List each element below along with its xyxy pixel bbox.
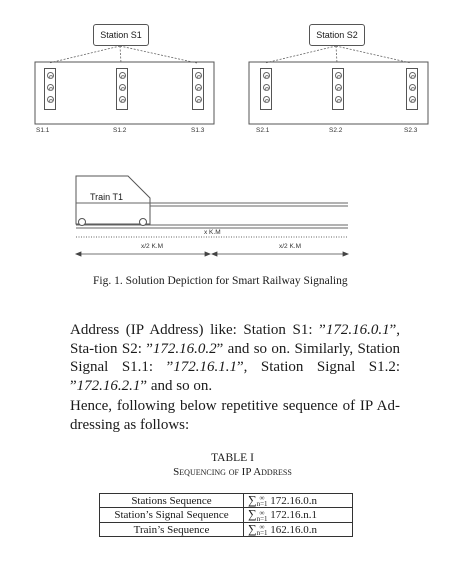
sum-upper: ∞ — [259, 508, 265, 517]
sum-lower: n=1 — [256, 514, 268, 523]
signal-icon — [406, 68, 418, 110]
signal-label: S2.1 — [256, 127, 270, 134]
distance-half-left-label: x/2 K.M — [141, 243, 164, 250]
sequence-value: 172.16.n.1 — [270, 509, 318, 522]
table-row — [100, 508, 353, 522]
table-cell-label: Stations Sequence — [100, 494, 244, 508]
ip-address: 172.16.2.1 — [76, 377, 141, 394]
table-row — [100, 494, 353, 508]
paragraph-ip-examples — [70, 321, 400, 395]
sum-upper: ∞ — [259, 494, 265, 503]
sum-symbol: ∑ — [248, 521, 257, 536]
sum-lower: n=1 — [256, 500, 268, 509]
table-title: Sequencing of IP Address — [173, 466, 292, 478]
table-cell-label: Station’s Signal Sequence — [100, 508, 244, 522]
table-cell-value — [244, 508, 353, 522]
ip-address: 172.16.0.2 — [152, 340, 217, 357]
signal-icon — [44, 68, 56, 110]
sum-symbol: ∑ — [248, 507, 257, 522]
text-run: ” and so on. — [140, 377, 213, 394]
table-row — [100, 522, 353, 536]
signal-label: S1.1 — [36, 127, 50, 134]
table-cell-value — [244, 522, 353, 536]
signal-label: S1.2 — [113, 127, 127, 134]
sequence-value: 162.16.0.n — [270, 523, 318, 536]
table-cell-value — [244, 494, 353, 508]
station-box-s1: Station S1 — [93, 24, 149, 46]
text-run: Address (IP Address) like: Station S1: ” — [70, 322, 326, 338]
signal-label: S1.3 — [191, 127, 205, 134]
ip-address: 172.16.0.1 — [325, 322, 390, 338]
figure-diagram — [0, 0, 465, 270]
sum-upper: ∞ — [259, 523, 265, 532]
sum-symbol: ∑ — [248, 493, 257, 507]
ip-sequence-table — [99, 493, 353, 537]
sum-lower: n=1 — [256, 529, 268, 538]
signal-icon — [192, 68, 204, 110]
sum-limits — [257, 524, 268, 536]
table-number: TABLE I — [211, 452, 254, 464]
text-run: ”, Sta-tion S2: ” — [70, 322, 400, 357]
ip-address: 172.16.1.1 — [173, 359, 237, 375]
signal-icon — [116, 68, 128, 110]
distance-half-right-label: x/2 K.M — [279, 243, 302, 250]
train-label: Train T1 — [90, 192, 124, 202]
signal-icon — [260, 68, 272, 110]
sum-limits — [257, 510, 268, 522]
signal-icon — [332, 68, 344, 110]
paragraph-sequence-intro: Hence, following below repetitive sequence of IP Ad-dressing as follows: — [70, 398, 400, 433]
text-run: ” and so on. Similarly, Station Signal S1.1: ” — [70, 340, 401, 375]
signal-label: S2.3 — [404, 127, 418, 134]
distance-total-label: x K.M — [204, 229, 221, 236]
sum-limits — [257, 495, 268, 507]
signal-label: S2.2 — [329, 127, 343, 134]
table-cell-label: Train’s Sequence — [100, 522, 244, 536]
sequence-value: 172.16.0.n — [270, 495, 318, 507]
figure-caption: Fig. 1. Solution Depiction for Smart Railway Signaling — [93, 275, 348, 287]
text-run: ”, Station Signal S1.2: ” — [70, 359, 400, 394]
station-box-s2: Station S2 — [309, 24, 365, 46]
